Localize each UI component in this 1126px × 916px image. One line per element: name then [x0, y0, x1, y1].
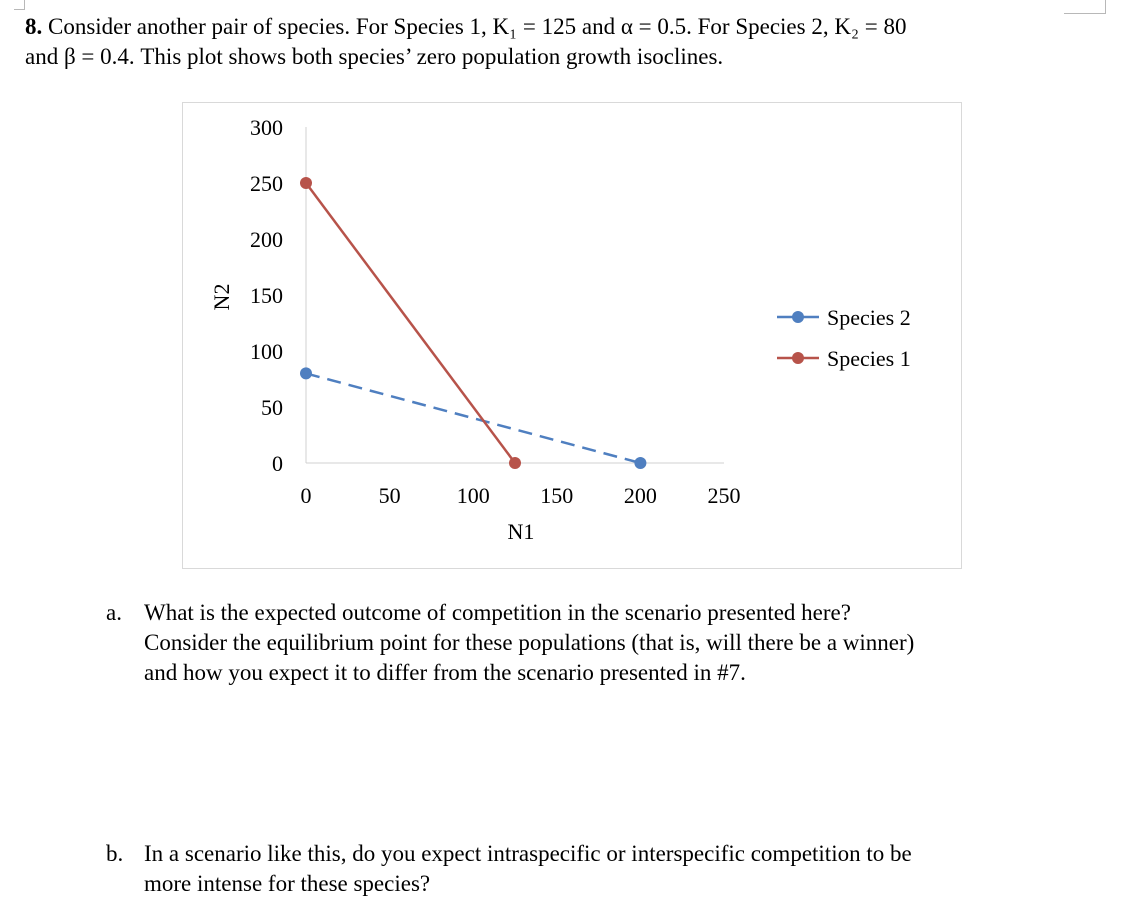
x-tick-label: 200 [623, 483, 657, 508]
question-line-2: and β = 0.4. This plot shows both species’ zero population growth isoclines. [25, 44, 724, 69]
data-point-species-2 [634, 457, 646, 469]
legend-marker-species-1 [792, 352, 804, 364]
sub-question-b-line-2: more intense for these species? [144, 871, 431, 896]
sub-question-a-letter: a. [106, 600, 122, 625]
x-tick-label: 50 [378, 483, 401, 508]
x-axis-title: N1 [507, 519, 535, 544]
question-number: 8. [25, 14, 43, 39]
y-tick-label: 250 [250, 171, 283, 196]
legend-label-species-1: Species 1 [827, 346, 911, 371]
question-line-1 [25, 12, 1085, 42]
y-tick-label: 300 [250, 115, 283, 140]
y-tick-label: 100 [250, 339, 283, 364]
isocline-chart [182, 102, 962, 569]
x-tick-label: 250 [707, 483, 741, 508]
question-line-1-text: Consider another pair of species. For Species 1, K₁ = 125 and α = 0.5. For Species 2, K₂ = 80 [48, 14, 907, 39]
corner-crop-mark-left [24, 0, 35, 10]
x-tick-label: 0 [300, 483, 312, 508]
question-8-prompt [25, 12, 1085, 72]
sub-question-b-line-1: In a scenario like this, do you expect intraspecific or interspecific competition to be [144, 841, 912, 866]
sub-question-a-line-3: and how you expect it to differ from the scenario presented in #7. [144, 660, 746, 685]
data-point-species-1 [300, 177, 312, 189]
sub-question-a-line-2: Consider the equilibrium point for these populations (that is, will there be a winner) [144, 630, 915, 655]
y-tick-label: 0 [272, 451, 283, 476]
x-tick-label: 100 [456, 483, 490, 508]
sub-question-b-text [144, 839, 1044, 899]
y-axis-title: N2 [209, 283, 234, 311]
data-point-species-1 [509, 457, 521, 469]
y-tick-label: 50 [261, 395, 283, 420]
legend-marker-species-2 [792, 311, 804, 323]
series-line-species-1 [306, 183, 515, 463]
series-line-species-2 [306, 373, 640, 463]
data-point-species-2 [300, 367, 312, 379]
corner-crop-mark-left-horizontal [14, 9, 25, 10]
y-tick-label: 200 [250, 227, 283, 252]
sub-question-a-line-1: What is the expected outcome of competition in the scenario presented here? [144, 600, 851, 625]
y-tick-label: 150 [250, 283, 283, 308]
x-tick-label: 150 [540, 483, 574, 508]
sub-question-a-text [144, 598, 1044, 688]
corner-crop-mark-right [1095, 0, 1106, 14]
isocline-chart-svg [183, 103, 961, 568]
legend-label-species-2: Species 2 [827, 305, 911, 330]
sub-question-b-letter: b. [106, 841, 124, 866]
